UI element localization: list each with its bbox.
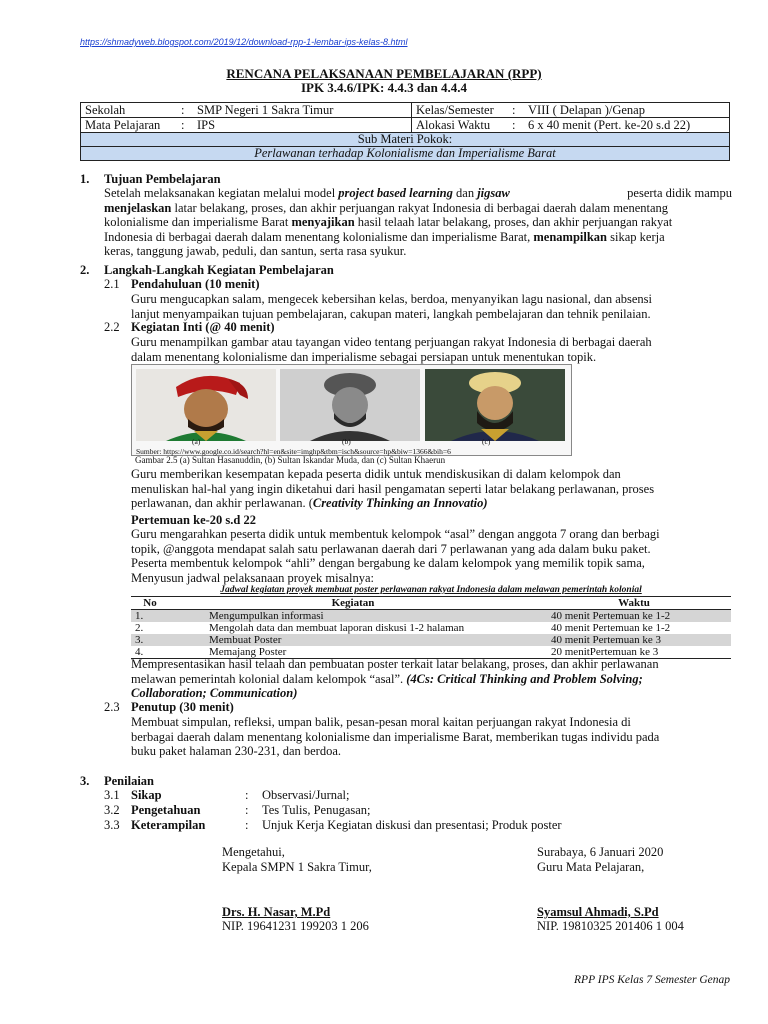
document-title: RENCANA PELAKSANAAN PEMBELAJARAN (RPP): [226, 66, 542, 81]
penutup-text: Membuat simpulan, refleksi, umpan balik, pesan-pesan moral kaitan perjuangan rakyat Indonesia di berbagai daerah dalam menentang kolonialisme dan imperialisme Barat, memberikan tugas individu pada buku paket halaman 230-231, dan berdoa.: [131, 715, 660, 759]
assessment-item-label: Keterampilan: [131, 818, 206, 832]
section-2-3-heading: Penutup (30 menit): [131, 700, 234, 714]
teacher-name: Syamsul Ahmadi, S.Pd: [537, 905, 659, 919]
section-3-number: 3.: [80, 774, 90, 788]
pertemuan-heading: Pertemuan ke-20 s.d 22: [131, 513, 256, 527]
heroes-figure: [131, 364, 572, 456]
figure-label-a: (a): [192, 437, 201, 446]
figure-label-b: (b): [342, 437, 351, 446]
section-1-heading: Tujuan Pembelajaran: [104, 172, 221, 186]
table-row: 4. Memajang Poster 20 menitPertemuan ke 3: [131, 646, 731, 659]
teacher-nip: NIP. 19810325 201406 1 004: [537, 919, 684, 933]
schedule-table-caption: Jadwal kegiatan proyek membuat poster perlawanan rakyat Indonesia dalam melawan pemerintah kolonial: [220, 585, 642, 595]
colon: :: [177, 118, 193, 133]
section-2-3-number: 2.3: [104, 700, 120, 714]
assessment-item-label: Pengetahuan: [131, 803, 201, 817]
principal-name: Drs. H. Nasar, M.Pd: [222, 905, 331, 919]
document-subtitle: IPK 3.4.6/IPK: 4.4.3 dan 4.4.4: [300, 80, 468, 95]
sekolah-value: SMP Negeri 1 Sakra Timur: [193, 103, 412, 118]
section-2-1-number: 2.1: [104, 277, 120, 291]
colon: :: [245, 818, 249, 832]
section-2-2-number: 2.2: [104, 320, 120, 334]
kelas-label: Kelas/Semester: [412, 103, 509, 118]
discussion-text: Guru memberikan kesempatan kepada peserta didik untuk mendiskusikan di dalam kelompok dan menuliskan hal-hal yang ingin diketahui dari hasil pengamatan seperti latar belakang perlawanan, proses perlawanan, dan akhir perlawanan. (Creativity Thinking an Innovatio): [131, 467, 655, 511]
section-1-number: 1.: [80, 172, 90, 186]
colon: :: [508, 118, 524, 133]
sign-right-line1: Surabaya, 6 Januari 2020: [537, 845, 664, 859]
col-kegiatan: Kegiatan: [169, 597, 537, 610]
assessment-item-number: 3.1: [104, 788, 120, 802]
assessment-item-value: Unjuk Kerja Kegiatan diskusi dan presentasi; Produk poster: [262, 818, 562, 832]
section-2-1-heading: Pendahuluan (10 menit): [131, 277, 260, 291]
principal-nip: NIP. 19641231 199203 1 206: [222, 919, 369, 933]
pertemuan-text: Guru mengarahkan peserta didik untuk membentuk kelompok “asal” dengan anggota 7 orang dan berbagi topik, @anggota mendapat salah satu perlawanan daerah dari 7 perlawanan yang ada dalam buku paket. Peserta membentuk kelompok “ahli” dengan bergabung ke dalam kelompok yang memilik topik sama, Menyusun jadwal pelaksanaan proyek misalnya:: [131, 527, 660, 585]
figure-caption: Gambar 2.5 (a) Sultan Hasanuddin, (b) Sultan Iskandar Muda, dan (c) Sultan Khaerun: [135, 455, 446, 465]
portrait-iskandar-muda: [280, 369, 420, 441]
table-row: 3. Membuat Poster 40 menit Pertemuan ke 3: [131, 634, 731, 646]
assessment-item-value: Observasi/Jurnal;: [262, 788, 350, 802]
portrait-khaerun: [425, 369, 565, 441]
col-waktu: Waktu: [537, 597, 731, 610]
mapel-value: IPS: [193, 118, 412, 133]
sub-materi-label: Sub Materi Pokok:: [81, 133, 730, 147]
identity-table: [80, 102, 730, 161]
colon: :: [245, 803, 249, 817]
assessment-item-number: 3.2: [104, 803, 120, 817]
table-row: 1. Mengumpulkan informasi 40 menit Pertemuan ke 1-2: [131, 610, 731, 623]
sign-right-line2: Guru Mata Pelajaran,: [537, 860, 645, 874]
sekolah-label: Sekolah: [81, 103, 178, 118]
figure-source: Sumber: https://www.google.co.id/search?hl=en&site=imghp&tbm=isch&source=hp&biw=1366&bih=6: [136, 447, 451, 456]
page-footer: RPP IPS Kelas 7 Semester Genap: [574, 974, 730, 986]
assessment-item-value: Tes Tulis, Penugasan;: [262, 803, 371, 817]
kelas-value: VIII ( Delapan )/Genap: [524, 103, 730, 118]
section-1-body: Setelah melaksanakan kegiatan melalui model project based learning dan jigsaw peserta didik mampu menjelaskan latar belakang, proses, dan akhir perjuangan rakyat Indonesia di berbagai daerah dalam menentang kolonialisme dan imperialisme Barat menyajikan hasil telaah latar belakang, proses, dan akhir perjuangan rakyat Indonesia di berbagai daerah dalam menentang kolonialisme dan imperialisme Barat, menampilkan sikap kerja keras, tanggung jawab, peduli, dan santun, serta rasa syukur.: [104, 186, 732, 259]
assessment-item-label: Sikap: [131, 788, 162, 802]
sign-left-line1: Mengetahui,: [222, 845, 285, 859]
section-2-2-heading: Kegiatan Inti (@ 40 menit): [131, 320, 275, 334]
colon: :: [177, 103, 193, 118]
colon: :: [508, 103, 524, 118]
figure-label-c: (c): [482, 437, 491, 446]
assessment-item-number: 3.3: [104, 818, 120, 832]
mapel-label: Mata Pelajaran: [81, 118, 178, 133]
schedule-table: [131, 596, 731, 659]
section-2-number: 2.: [80, 263, 90, 277]
source-link[interactable]: https://shmadyweb.blogspot.com/2019/12/download-rpp-1-lembar-ips-kelas-8.html: [80, 37, 408, 47]
pendahuluan-text: Guru mengucapkan salam, mengecek kebersihan kelas, berdoa, menyanyikan lagu nasional, dan absensi lanjut menyampaikan tujuan pembelajaran, cakupan materi, langkah pembelajaran dan tehnik penilaian.: [131, 292, 653, 321]
colon: :: [245, 788, 249, 802]
sub-materi-value: Perlawanan terhadap Kolonialisme dan Imperialisme Barat: [81, 147, 730, 161]
presentation-text: Mempresentasikan hasil telaah dan pembuatan poster terkait latar belakang, proses, dan akhir perlawanan melawan pemerintah kolonial dalam kelompok “asal”. (4Cs: Critical Thinking and Problem Solving; Collaboration; Communication): [131, 657, 659, 701]
section-2-heading: Langkah-Langkah Kegiatan Pembelajaran: [104, 263, 334, 277]
section-3-heading: Penilaian: [104, 774, 155, 788]
kegiatan-inti-intro: Guru menampilkan gambar atau tayangan video tentang perjuangan rakyat Indonesia di berbagai daerah dalam menentang kolonialisme dan imperialisme sebagai persiapan untuk menentukan topik.: [131, 335, 652, 364]
alokasi-label: Alokasi Waktu: [412, 118, 509, 133]
sign-left-line2: Kepala SMPN 1 Sakra Timur,: [222, 860, 372, 874]
table-row: 2. Mengolah data dan membuat laporan diskusi 1-2 halaman 40 menit Pertemuan ke 1-2: [135, 622, 671, 634]
col-no: No: [131, 597, 169, 610]
alokasi-value: 6 x 40 menit (Pert. ke-20 s.d 22): [524, 118, 730, 133]
portrait-hasanuddin: [136, 369, 276, 441]
